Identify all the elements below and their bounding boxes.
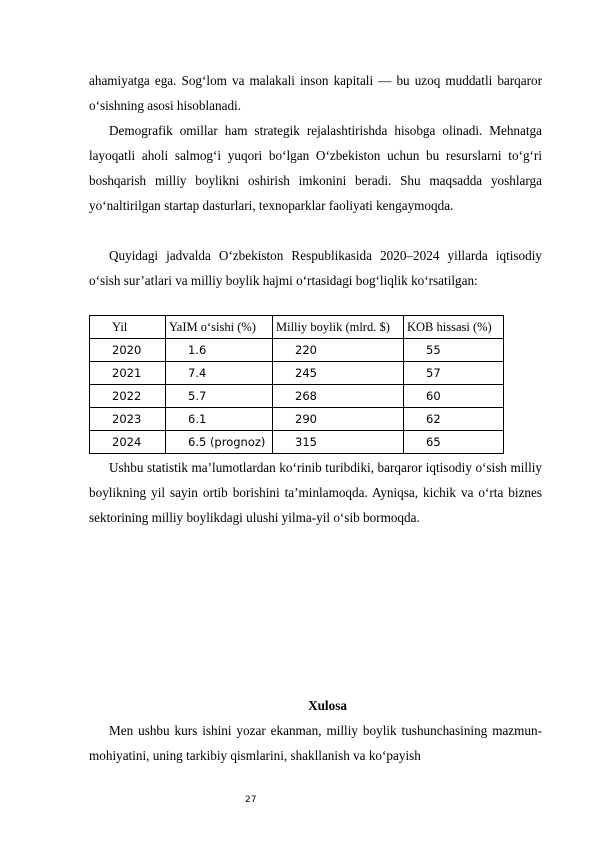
cell-sme-share: 55 (404, 339, 504, 362)
cell-year: 2024 (90, 431, 166, 454)
cell-national-wealth: 290 (273, 408, 404, 431)
paragraph-2 (89, 118, 542, 218)
column-header-gdp-growth: YaIM o‘sishi (%) (166, 316, 273, 339)
cell-national-wealth: 220 (273, 339, 404, 362)
paragraph-4 (89, 455, 542, 530)
cell-national-wealth: 245 (273, 362, 404, 385)
cell-year: 2023 (90, 408, 166, 431)
paragraph-text: Ushbu statistik ma’lumotlardan ko‘rinib turibdiki, barqaror iqtisodiy o‘sish milliy boylikning yil sayin ortib borishini ta’minlamoqda. Ayniqsa, kichik va o‘rta biznes sektorining milliy boylikdagi ulushi yilma-yil o‘sib bormoqda. (89, 460, 542, 525)
cell-gdp-growth: 1.6 (166, 339, 273, 362)
paragraph-text: ahamiyatga ega. Sog‘lom va malakali inson kapitali — bu uzoq muddatli barqaror o‘sishning asosi hisoblanadi. (89, 73, 542, 113)
cell-year: 2022 (90, 385, 166, 408)
cell-year: 2020 (90, 339, 166, 362)
cell-sme-share: 57 (404, 362, 504, 385)
cell-sme-share: 65 (404, 431, 504, 454)
cell-year: 2021 (90, 362, 166, 385)
paragraph-text: Men ushbu kurs ishini yozar ekanman, milliy boylik tushunchasining mazmun-mohiyatini, uning tarkibiy qismlarini, shakllanish va ko‘payish (89, 723, 542, 763)
paragraph-text: Demografik omillar ham strategik rejalashtirishda hisobga olinadi. Mehnatga layoqatli aholi salmog‘i yuqori bo‘lgan O‘zbekiston uchun bu resurslarni to‘g‘ri boshqarish milliy boylikni oshirish imkonini beradi. Shu maqsadda yoshlarga yo‘naltirilgan startap dasturlari, texnoparklar faoliyati kengaymoqda. (89, 123, 542, 213)
paragraph-1 (89, 68, 542, 118)
table-row (90, 385, 504, 408)
paragraph-text: Quyidagi jadvalda O‘zbekiston Respublikasida 2020–2024 yillarda iqtisodiy o‘sish sur’atlari va milliy boylik hajmi o‘rtasidagi bog‘liqlik ko‘rsatilgan: (89, 248, 542, 288)
cell-national-wealth: 315 (273, 431, 404, 454)
cell-national-wealth: 268 (273, 385, 404, 408)
section-heading: Xulosa (308, 698, 347, 713)
cell-sme-share: 60 (404, 385, 504, 408)
table-row (90, 408, 504, 431)
table-row (90, 339, 504, 362)
paragraph-5 (89, 718, 542, 768)
economic-data-table (89, 315, 504, 454)
column-header-national-wealth: Milliy boylik (mlrd. $) (273, 316, 404, 339)
paragraph-3 (89, 243, 542, 293)
column-header-sme-share: KOB hissasi (%) (404, 316, 504, 339)
cell-gdp-growth: 6.1 (166, 408, 273, 431)
cell-gdp-growth: 6.5 (prognoz) (166, 431, 273, 454)
column-header-year: Yil (90, 316, 166, 339)
table-row (90, 431, 504, 454)
cell-gdp-growth: 7.4 (166, 362, 273, 385)
cell-gdp-growth: 5.7 (166, 385, 273, 408)
table-header-row (90, 316, 504, 339)
table-row (90, 362, 504, 385)
cell-sme-share: 62 (404, 408, 504, 431)
page-number: 27 (245, 795, 257, 805)
